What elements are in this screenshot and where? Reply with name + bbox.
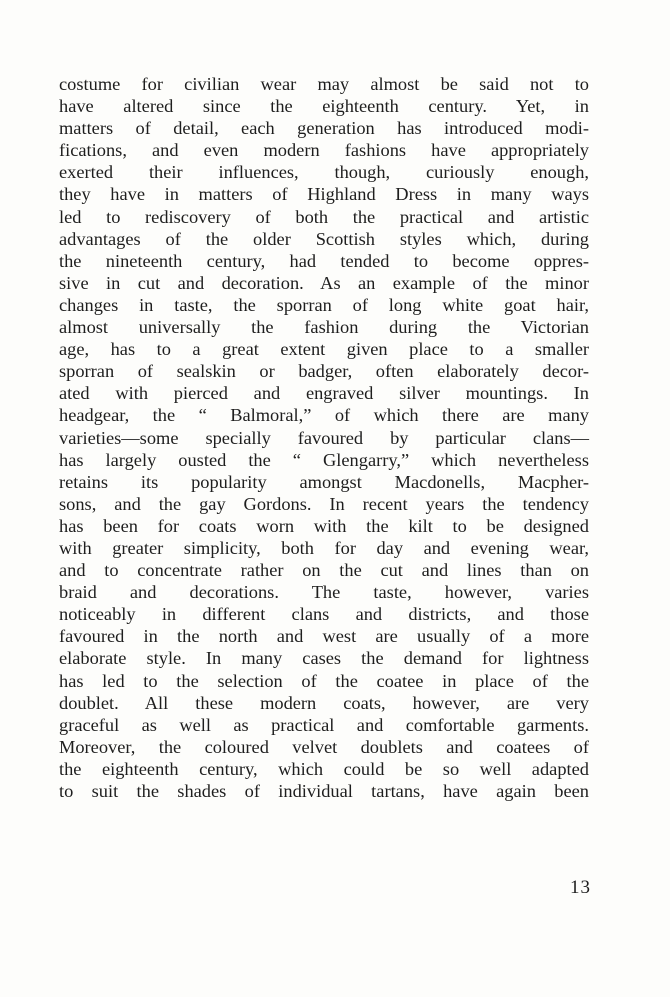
text-line: elaborate style. In many cases the demand for lightness xyxy=(59,648,589,669)
text-line: the eighteenth century, which could be so well adapted xyxy=(59,758,589,779)
text-line: retains its popularity amongst Macdonells, Macpher- xyxy=(59,471,589,492)
text-line: has led to the selection of the coatee in place of the xyxy=(59,670,589,691)
text-line: almost universally the fashion during the Victorian xyxy=(59,317,589,338)
text-line: sons, and the gay Gordons. In recent years the tendency xyxy=(59,493,589,514)
text-line: changes in taste, the sporran of long white goat hair, xyxy=(59,294,589,315)
text-line: with greater simplicity, both for day and evening wear, xyxy=(59,537,589,558)
text-line: the nineteenth century, had tended to become oppres- xyxy=(59,250,589,271)
text-line: Moreover, the coloured velvet doublets and coatees of xyxy=(59,736,589,757)
text-line: braid and decorations. The taste, however, varies xyxy=(59,582,589,603)
text-line: favoured in the north and west are usually of a more xyxy=(59,626,589,647)
text-line: age, has to a great extent given place to a smaller xyxy=(59,339,589,360)
text-line: varieties—some specially favoured by particular clans— xyxy=(59,427,589,448)
text-line: matters of detail, each generation has introduced modi- xyxy=(59,118,589,139)
text-line: fications, and even modern fashions have appropriately xyxy=(59,140,589,161)
text-line: and to concentrate rather on the cut and lines than on xyxy=(59,560,589,581)
text-line: headgear, the “ Balmoral,” of which there are many xyxy=(59,405,589,426)
text-line: sporran of sealskin or badger, often elaborately decor- xyxy=(59,361,589,382)
text-line: ated with pierced and engraved silver mountings. In xyxy=(59,383,589,404)
text-line: has largely ousted the “ Glengarry,” which nevertheless xyxy=(59,449,589,470)
page-number: 13 xyxy=(570,877,591,898)
text-line: they have in matters of Highland Dress in many ways xyxy=(59,184,589,205)
text-line: doublet. All these modern coats, however, are very xyxy=(59,692,589,713)
text-line: costume for civilian wear may almost be said not to xyxy=(59,74,589,94)
text-line: exerted their influences, though, curiously enough, xyxy=(59,162,589,183)
text-line: to suit the shades of individual tartans, have again been xyxy=(59,781,589,801)
text-line: has been for coats worn with the kilt to be designed xyxy=(59,515,589,536)
text-line: led to rediscovery of both the practical and artistic xyxy=(59,206,589,227)
body-text xyxy=(59,73,589,802)
text-line: advantages of the older Scottish styles which, during xyxy=(59,228,589,249)
text-line: sive in cut and decoration. As an example of the minor xyxy=(59,272,589,293)
text-line: graceful as well as practical and comfortable garments. xyxy=(59,714,589,735)
text-line: noticeably in different clans and districts, and those xyxy=(59,604,589,625)
text-line: have altered since the eighteenth century. Yet, in xyxy=(59,96,589,117)
